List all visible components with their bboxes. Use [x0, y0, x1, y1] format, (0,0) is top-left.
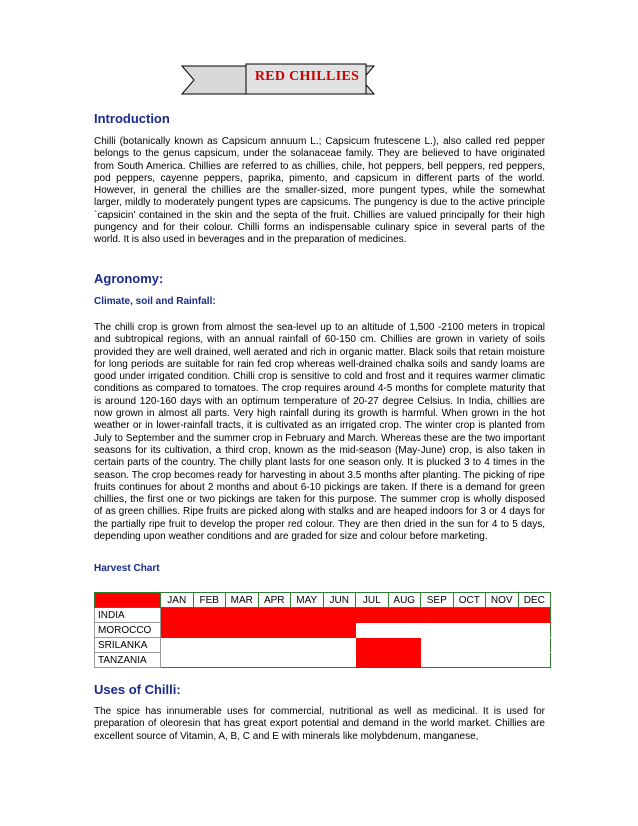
intro-paragraph: Chilli (botanically known as Capsicum annuum L.; Capsicum frutescene L.), also called red pepper belongs to the genus capsicum, under the solanaceae family. They are believed to have originated from South America. Chillies are referred to as chillies, chile, hot peppers, bell peppers, red peppers, pod peppers, cayenne peppers, paprika, pimento, and capsicum in different parts of the world. However, in general the chillies are the smaller-sized, more pungent types, while the somewhat larger, mildly to moderately pungent types are capsicums. The pungency is due to the active principle `capsicin' contained in the skin and the septa of the fruit. Chillies are valued principally for their high pungency and for their colour. Chilli forms an indispensable culinary spice in several parts of the world. It is also used in beverages and in the preparation of medicines.	[94, 136, 545, 246]
harvest-month-off	[226, 653, 259, 668]
agronomy-heading: Agronomy:	[94, 271, 164, 286]
harvest-row	[95, 638, 551, 653]
harvest-month-off	[453, 653, 486, 668]
harvest-month-off	[453, 638, 486, 653]
month-header: JAN	[161, 593, 194, 608]
harvest-month-off	[486, 653, 519, 668]
harvest-month-on	[356, 653, 389, 668]
month-header: JUL	[356, 593, 389, 608]
country-cell: INDIA	[95, 608, 161, 623]
harvest-month-on	[388, 638, 421, 653]
month-header: APR	[258, 593, 291, 608]
climate-subheading: Climate, soil and Rainfall:	[94, 296, 216, 307]
harvest-month-off	[258, 638, 291, 653]
harvest-month-off	[356, 623, 389, 638]
harvest-month-off	[453, 623, 486, 638]
harvest-month-on	[161, 623, 194, 638]
harvest-month-on	[356, 608, 389, 623]
harvest-month-off	[421, 623, 454, 638]
harvest-row	[95, 653, 551, 668]
month-header: MAY	[291, 593, 324, 608]
month-header: OCT	[453, 593, 486, 608]
harvest-month-off	[421, 638, 454, 653]
harvest-month-on	[323, 608, 356, 623]
harvest-month-off	[388, 623, 421, 638]
harvest-month-on	[258, 608, 291, 623]
country-cell: MOROCCO	[95, 623, 161, 638]
harvest-month-off	[518, 623, 551, 638]
intro-heading: Introduction	[94, 111, 170, 126]
harvest-month-on	[193, 623, 226, 638]
harvest-month-on	[226, 608, 259, 623]
harvest-month-off	[291, 638, 324, 653]
country-cell: SRILANKA	[95, 638, 161, 653]
harvest-month-on	[226, 623, 259, 638]
uses-paragraph: The spice has innumerable uses for commercial, nutritional as well as medicinal. It is used for preparation of oleoresin that has great export potential and demand in the world market. Chillies are excellent source of Vitamin, A, B, C and E with minerals like molybdenum, manganese,	[94, 706, 545, 742]
harvest-row	[95, 623, 551, 638]
month-header: JUN	[323, 593, 356, 608]
harvest-month-off	[161, 638, 194, 653]
harvest-month-off	[518, 653, 551, 668]
agronomy-paragraph: The chilli crop is grown from almost the sea-level up to an altitude of 1,500 -2100 meters in tropical and subtropical regions, with an annual rainfall of 60-150 cm. Chillies are grown in variety of soils provided they are well drained, well aerated and rich in organic matter. Black soils that retain moisture for long periods are suitable for rain fed crop whereas well-drained chalka soils and sandy loams are good under irrigated condition. Chilli crop is sensitive to cold and frost and it requires warmer climatic conditions as compared to tomatoes. The crop requires around 4-5 months for complete maturity that is around 120-160 days with an optimum temperature of 20-27 degree Celsius. In India, chillies are now grown in almost all parts. Very high rainfall during its growth is harmful. When grown in the hot weather or in lower-rainfall tracts, it is cultivated as an irrigated crop. The winter crop is planted from July to September and the summer crop in February and March. Whereas these are the two important seasons for its cultivation, a third crop, known as the mid-season (May-June) crop, is also taken in certain parts of the country. The chilly plant lasts for one season only. It is plucked 3 to 4 times in the season. The crop becomes ready for harvesting in about 3.5 months after planting. The picking of ripe fruits continues for about 2 months and about 6-10 pickings are taken. If there is a demand for green chillies, the first one or two pickings are taken for this purpose. The summer crop is wholly disposed of as green chillies. Ripe fruits are picked along with stalks and are heaped indoors for 3 or 4 days for the partially ripe fruit to develop the proper red colour. They are then dried in the sun for 4 to 5 days, depending upon weather conditions and are graded for size and colour before marketing.	[94, 322, 545, 543]
month-header: DEC	[518, 593, 551, 608]
harvest-month-on	[193, 608, 226, 623]
harvest-month-on	[356, 638, 389, 653]
harvest-month-on	[486, 608, 519, 623]
harvest-row	[95, 608, 551, 623]
uses-heading: Uses of Chilli:	[94, 682, 181, 697]
harvest-month-off	[323, 653, 356, 668]
harvest-month-on	[388, 653, 421, 668]
harvest-month-off	[291, 653, 324, 668]
month-header: AUG	[388, 593, 421, 608]
harvest-month-on	[453, 608, 486, 623]
month-header: FEB	[193, 593, 226, 608]
harvest-month-on	[421, 608, 454, 623]
header-corner-cell	[95, 593, 161, 608]
harvest-month-off	[486, 623, 519, 638]
harvest-month-on	[291, 623, 324, 638]
harvest-month-off	[486, 638, 519, 653]
harvest-month-off	[226, 638, 259, 653]
page-title: RED CHILLIES	[254, 69, 360, 84]
month-header: MAR	[226, 593, 259, 608]
harvest-chart-table	[94, 592, 551, 668]
month-header: SEP	[421, 593, 454, 608]
harvest-month-off	[323, 638, 356, 653]
harvest-month-on	[323, 623, 356, 638]
title-banner	[180, 62, 376, 98]
harvest-month-off	[421, 653, 454, 668]
harvest-header-row	[95, 593, 551, 608]
harvest-month-on	[388, 608, 421, 623]
harvest-month-on	[258, 623, 291, 638]
harvest-month-off	[193, 653, 226, 668]
harvest-month-off	[193, 638, 226, 653]
harvest-month-off	[518, 638, 551, 653]
month-header: NOV	[486, 593, 519, 608]
harvest-month-on	[518, 608, 551, 623]
harvest-month-on	[291, 608, 324, 623]
country-cell: TANZANIA	[95, 653, 161, 668]
harvest-month-on	[161, 608, 194, 623]
harvest-month-off	[258, 653, 291, 668]
harvest-chart-heading: Harvest Chart	[94, 563, 160, 574]
harvest-month-off	[161, 653, 194, 668]
